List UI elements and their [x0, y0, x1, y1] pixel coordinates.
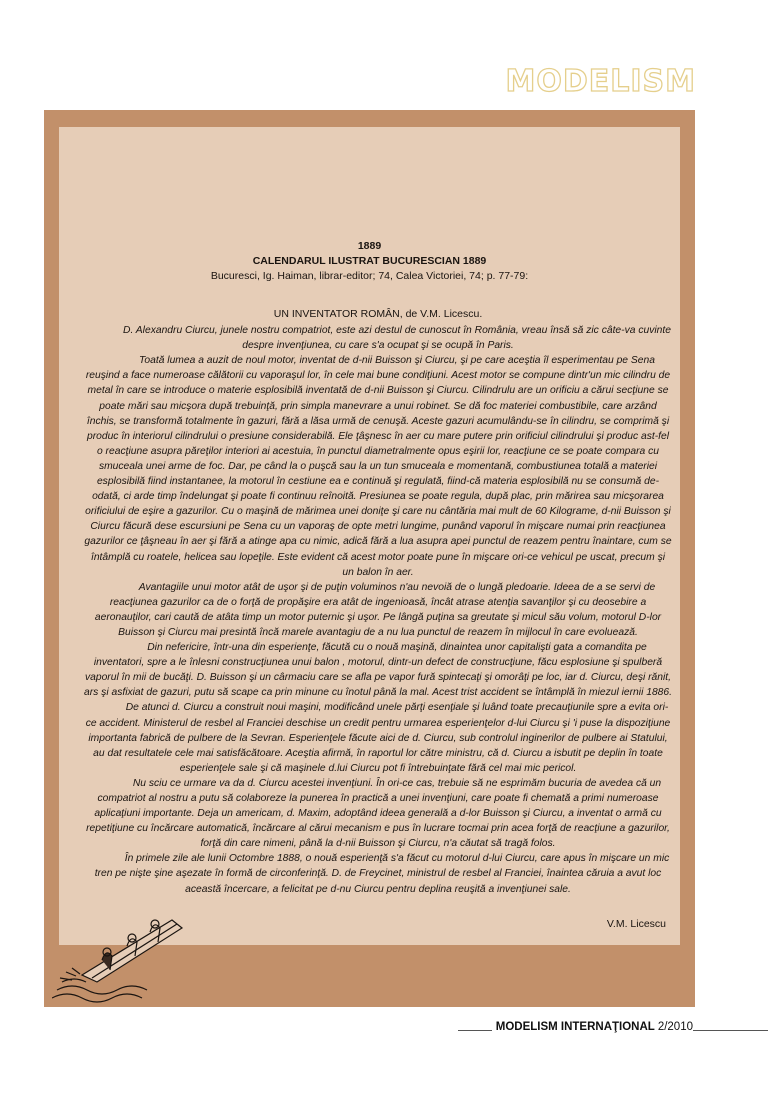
article-body	[84, 323, 672, 897]
footer-magazine: MODELISM INTERNAŢIONAL	[495, 1021, 655, 1033]
article-paragraph: Nu sciu ce urmare va da d. Ciurcu acestei invenţiuni. În ori-ce cas, trebuie să ne esprimăm bucuria de avedea că un compatriot al nostru a putu să colaboreze la punerea în practică a unei invenţiuni, care poate fi chemată a primi numeroase aplicaţiuni importante. Deja un americam, d. Maxim, adoptând ideea generală a d-lor Buisson şi Ciurcu, a inventat o armă cu repetiţiune cu încărcare automatică, încărcare al cărui mecanism e pus în lucrare tocmai prin acea forţă de reacţiune a gazurilor, forţă din care nimeni, până la d-nii Buisson şi Ciurcu, n'a căutat să tragă folos.	[86, 777, 670, 850]
brand-logo: MODELISM	[505, 64, 696, 99]
article-signature: V.M. Licescu	[606, 917, 666, 930]
article-frame	[44, 110, 695, 1007]
article	[84, 307, 672, 932]
article-paragraph: Avantagiile unui motor atât de uşor şi de puţin voluminos n'au nevoiă de o lungă pledoarie. Ideea de a se servi de reacţiunea gazurilor ca de o forţă de propăşire era atât de ingenioasă, încât atrase atenţia savanţilor şi cu deosebire a aeronauţilor, cari caută de atâta timp un motor puternic şi uşor. Pe lângă puţina sa greutate şi micul său volum, motorul D-lor Buisson şi Ciurcu mai presintă încă marele avantagiu de a nu lua punctul de reazem în mijlocul în care evoluează.	[94, 581, 662, 638]
document-heading	[59, 239, 680, 284]
article-panel	[59, 127, 680, 945]
boat-illustration-icon	[52, 880, 192, 1005]
publication-info: Bucuresci, Ig. Haiman, librar-editor; 74, Calea Victoriei, 74; p. 77-79:	[210, 270, 529, 282]
document-year: 1889	[357, 240, 382, 252]
page-footer	[492, 1021, 693, 1033]
publication-title: CALENDARUL ILUSTRAT BUCURESCIAN 1889	[252, 255, 487, 267]
article-paragraph: D. Alexandru Ciurcu, junele nostru compatriot, este azi destul de cunoscut în România, vreau însă să zic câte-va cuvinte despre invenţiunea, cu care s'a ocupat şi se ocupă în Paris.	[123, 325, 671, 352]
article-paragraph: În primele zile ale lunii Octombre 1888, o nouă esperienţă s'a făcut cu motorul d-lui Ciurcu, care apus în mişcare un mic tren pe nişte şine aşezate în formă de circonferinţă. D. de Freycinet, ministrul de resbel al Franciei, înaintea căruia a avut loc această încercare, a felicitat pe d-nu Ciurcu pentru deplina reuşită a invenţiunei sale.	[94, 853, 670, 895]
footer-issue: 2/2010	[657, 1021, 693, 1033]
article-paragraph: Toată lumea a auzit de noul motor, inventat de d-nii Buisson şi Ciurcu, şi pe care aceştia îl esperimentau pe Sena reuşind a face numeroase călătorii cu vaporaşul lor, în cele mai bune condiţiuni. Acest motor se compune dintr'un mic cilindru de metal în care se introduce o materie esplosibilă inventată de d-nii Buisson şi Ciurcu. Cilindrulu are un orificiu a cărui secţiune se poate mări sau micşora după trebuinţă, prin simpla manevrare a unui robinet. Se dă foc materiei combustibile, care arzând închis, se transformă totalmente în gazuri, fără a lăsa urmă de cenuşă. Aceste gazuri acumulându-se în cilindru, se comprimă şi produc în interiorul cilindrului o presiune considerabilă. Ele ţâşnesc în aer cu mare putere prin orificiul cilindrului şi produc ast-fel o reacţiune asupra păreţilor interiori ai acestuia, în punctul diametralmente opus eşirii lor, reacţiune ce se poate compara cu smuceala unei arme de foc. Dar, pe când la o puşcă sau la un tun smuceala e momentană, combustiunea totală a materiei esplosibilă fiind instantanee, la motorul în cestiune ea e continuă şi regulată, fiind-că materia esplosibilă nu se consumă de-odată, ci arde timp îndelungat şi poate fi continuu reînoită. Presiunea se poate regula, după plac, prin mărirea sau micşorarea orificiului de eşire a gazurilor. Cu o maşină de mărimea unei doniţe şi care nu cântăria mai mult de 60 Kilograme, d-nii Buisson şi Ciurcu făcură dese escursiuni pe Sena cu un vaporaş de opte metri lungime, punând vaporul în mişcare numai prin reacţiunea gazurilor ce ţâşneau în aer şi fără a atinge apa cu nimic, adică fără a lua asupra apei punctul de reazem pentru înaintare, cum se întâmplă cu roatele, helicea sau lopeţile. Este evident că acest motor poate pune în mişcare ori-ce vehicul pe uscat, precum şi un balon în aer.	[84, 355, 672, 578]
article-paragraph: De atunci d. Ciurcu a construit noui maşini, modificând unele părţi esenţiale şi luând toate precauţiunile spre a evita ori-ce accident. Ministerul de resbel al Franciei deschise un credit pentru urmarea esperienţelor d-lui Ciurcu şi 'i puse la dispoziţiune importanta fabrică de pulbere de la Sevran. Esperienţele făcute aici de d. Ciurcu, sub controlul inginerilor de pulbere ai Statului, au dat resultatele cele mai satisfăcătoare. Aceştia afirmă, în raportul lor către ministru, că d. Ciurcu a isbutit pe deplin în toate esperienţele sale şi că maşinele d.lui Ciurcu pot fi întrebuinţate fără cel mai mic pericol.	[85, 702, 671, 774]
article-title: UN INVENTATOR ROMÂN, de V.M. Licescu.	[273, 308, 483, 320]
article-paragraph: Din nefericire, într-una din esperienţe, făcută cu o nouă maşină, dinaintea unor capitalişti gata a comandita pe inventatori, spre a le înlesni construcţiunea unui balon , motorul, dintr-un defect de construcţiune, făcu esplosiune şi spulberă vaporul în mii de bucăţi. D. Buisson şi un cârmaciu care se afla pe vapor fură spintecaţi şi omorâţi pe loc, iar d. Ciurcu, deşi rănit, ars şi asfixiat de gazuri, putu să scape ca prin minune cu înotul până la mal. Acest trist accident se întâmplă în miezul iernii 1886.	[84, 642, 672, 699]
